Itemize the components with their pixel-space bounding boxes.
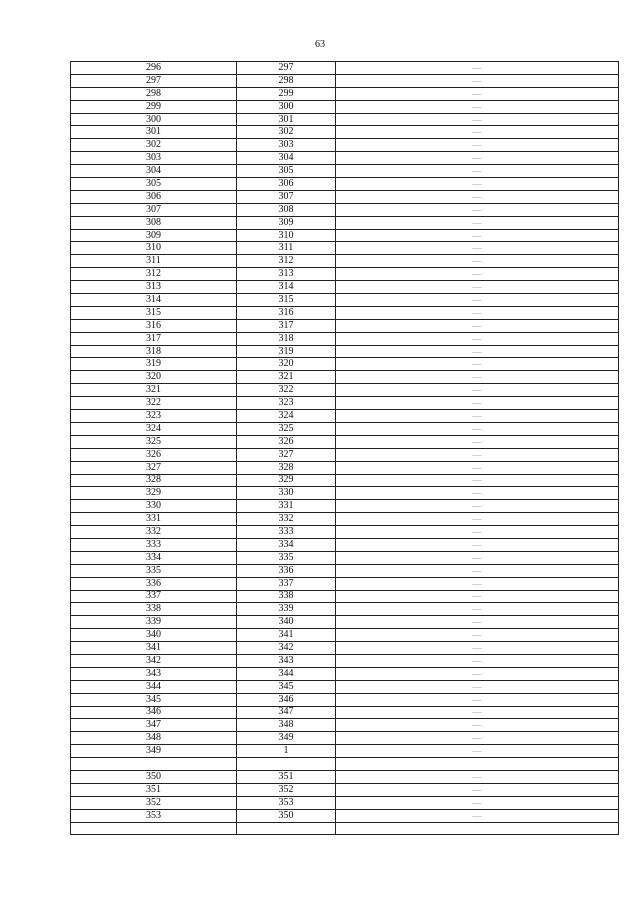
- new-number-cell: 330: [237, 487, 336, 500]
- old-number-cell: 343: [71, 667, 237, 680]
- table-row: [71, 165, 619, 178]
- table-row: [71, 410, 619, 423]
- remark-cell: —: [336, 371, 619, 384]
- remark-cell: —: [336, 384, 619, 397]
- remark-cell: —: [336, 435, 619, 448]
- old-number-cell: 315: [71, 306, 237, 319]
- old-number-cell: 341: [71, 642, 237, 655]
- table-row: [71, 319, 619, 332]
- new-number-cell: 350: [237, 809, 336, 822]
- new-number-cell: 304: [237, 152, 336, 165]
- mapping-table: [70, 61, 619, 835]
- table-row: [71, 500, 619, 513]
- table-row: [71, 126, 619, 139]
- table-row: [71, 603, 619, 616]
- new-number-cell: 338: [237, 590, 336, 603]
- new-number-cell: 315: [237, 294, 336, 307]
- remark-cell: —: [336, 345, 619, 358]
- new-number-cell: 329: [237, 474, 336, 487]
- old-number-cell: 311: [71, 255, 237, 268]
- old-number-cell: 338: [71, 603, 237, 616]
- old-number-cell: 297: [71, 74, 237, 87]
- table-row: [71, 139, 619, 152]
- remark-cell: —: [336, 229, 619, 242]
- old-number-cell: 316: [71, 319, 237, 332]
- new-number-cell: 349: [237, 732, 336, 745]
- old-number-cell: 300: [71, 113, 237, 126]
- remark-cell: —: [336, 770, 619, 783]
- new-number-cell: 333: [237, 526, 336, 539]
- table-row: [71, 190, 619, 203]
- old-number-cell: 305: [71, 178, 237, 191]
- old-number-cell: 344: [71, 680, 237, 693]
- old-number-cell: 348: [71, 732, 237, 745]
- remark-cell: —: [336, 358, 619, 371]
- remark-cell: —: [336, 513, 619, 526]
- remark-cell: —: [336, 62, 619, 75]
- new-number-cell: 342: [237, 642, 336, 655]
- remark-cell: —: [336, 410, 619, 423]
- new-number-cell: [237, 758, 336, 771]
- table-row: [71, 564, 619, 577]
- remark-cell: —: [336, 796, 619, 809]
- old-number-cell: 331: [71, 513, 237, 526]
- table-row: [71, 745, 619, 758]
- old-number-cell: 296: [71, 62, 237, 75]
- table-row: [71, 397, 619, 410]
- remark-cell: —: [336, 783, 619, 796]
- table-row: [71, 203, 619, 216]
- table-row: [71, 577, 619, 590]
- remark-cell: —: [336, 629, 619, 642]
- table-row: [71, 551, 619, 564]
- new-number-cell: 343: [237, 654, 336, 667]
- new-number-cell: 327: [237, 448, 336, 461]
- new-number-cell: 314: [237, 281, 336, 294]
- remark-cell: —: [336, 319, 619, 332]
- new-number-cell: 335: [237, 551, 336, 564]
- new-number-cell: 341: [237, 629, 336, 642]
- old-number-cell: 317: [71, 332, 237, 345]
- remark-cell: —: [336, 74, 619, 87]
- remark-cell: —: [336, 526, 619, 539]
- remark-cell: —: [336, 255, 619, 268]
- remark-cell: —: [336, 397, 619, 410]
- remark-cell: —: [336, 577, 619, 590]
- table-row: [71, 822, 619, 835]
- remark-cell: —: [336, 809, 619, 822]
- new-number-cell: 310: [237, 229, 336, 242]
- table-row: [71, 474, 619, 487]
- table-row: [71, 358, 619, 371]
- remark-cell: —: [336, 268, 619, 281]
- old-number-cell: 346: [71, 706, 237, 719]
- remark-cell: —: [336, 203, 619, 216]
- old-number-cell: 326: [71, 448, 237, 461]
- old-number-cell: 324: [71, 422, 237, 435]
- old-number-cell: 332: [71, 526, 237, 539]
- remark-cell: —: [336, 422, 619, 435]
- old-number-cell: 328: [71, 474, 237, 487]
- remark-cell: —: [336, 87, 619, 100]
- remark-cell: —: [336, 590, 619, 603]
- new-number-cell: 340: [237, 616, 336, 629]
- new-number-cell: 318: [237, 332, 336, 345]
- table-row: [71, 268, 619, 281]
- new-number-cell: 351: [237, 770, 336, 783]
- new-number-cell: 322: [237, 384, 336, 397]
- old-number-cell: 333: [71, 538, 237, 551]
- remark-cell: —: [336, 152, 619, 165]
- remark-cell: —: [336, 139, 619, 152]
- old-number-cell: 342: [71, 654, 237, 667]
- remark-cell: —: [336, 178, 619, 191]
- new-number-cell: 325: [237, 422, 336, 435]
- table-row: [71, 294, 619, 307]
- remark-cell: —: [336, 281, 619, 294]
- old-number-cell: 309: [71, 229, 237, 242]
- table-row: [71, 616, 619, 629]
- new-number-cell: 308: [237, 203, 336, 216]
- page-number: 63: [315, 39, 325, 50]
- table-row: [71, 513, 619, 526]
- old-number-cell: 347: [71, 719, 237, 732]
- new-number-cell: 298: [237, 74, 336, 87]
- table-row: [71, 152, 619, 165]
- old-number-cell: 313: [71, 281, 237, 294]
- new-number-cell: 332: [237, 513, 336, 526]
- table-row: [71, 113, 619, 126]
- new-number-cell: 320: [237, 358, 336, 371]
- table-row: [71, 680, 619, 693]
- new-number-cell: 353: [237, 796, 336, 809]
- new-number-cell: 344: [237, 667, 336, 680]
- old-number-cell: 337: [71, 590, 237, 603]
- old-number-cell: 329: [71, 487, 237, 500]
- table-row: [71, 526, 619, 539]
- table-row: [71, 642, 619, 655]
- remark-cell: —: [336, 448, 619, 461]
- table-row: [71, 667, 619, 680]
- table-row: [71, 62, 619, 75]
- remark-cell: —: [336, 487, 619, 500]
- table-row: [71, 783, 619, 796]
- old-number-cell: [71, 758, 237, 771]
- remark-cell: —: [336, 294, 619, 307]
- new-number-cell: 336: [237, 564, 336, 577]
- remark-cell: —: [336, 538, 619, 551]
- new-number-cell: 328: [237, 461, 336, 474]
- new-number-cell: 337: [237, 577, 336, 590]
- old-number-cell: [71, 822, 237, 835]
- old-number-cell: 320: [71, 371, 237, 384]
- remark-cell: —: [336, 719, 619, 732]
- remark-cell: —: [336, 745, 619, 758]
- table-row: [71, 629, 619, 642]
- new-number-cell: 319: [237, 345, 336, 358]
- remark-cell: —: [336, 564, 619, 577]
- old-number-cell: 303: [71, 152, 237, 165]
- table-row: [71, 345, 619, 358]
- new-number-cell: 321: [237, 371, 336, 384]
- new-number-cell: 309: [237, 216, 336, 229]
- new-number-cell: 302: [237, 126, 336, 139]
- table-row: [71, 706, 619, 719]
- remark-cell: [336, 758, 619, 771]
- remark-cell: —: [336, 461, 619, 474]
- old-number-cell: 302: [71, 139, 237, 152]
- old-number-cell: 327: [71, 461, 237, 474]
- old-number-cell: 310: [71, 242, 237, 255]
- new-number-cell: 303: [237, 139, 336, 152]
- remark-cell: —: [336, 216, 619, 229]
- old-number-cell: 352: [71, 796, 237, 809]
- remark-cell: —: [336, 667, 619, 680]
- table-row: [71, 758, 619, 771]
- table-row: [71, 229, 619, 242]
- remark-cell: —: [336, 165, 619, 178]
- new-number-cell: 306: [237, 178, 336, 191]
- new-number-cell: 323: [237, 397, 336, 410]
- new-number-cell: 316: [237, 306, 336, 319]
- remark-cell: —: [336, 242, 619, 255]
- new-number-cell: 348: [237, 719, 336, 732]
- remark-cell: [336, 822, 619, 835]
- old-number-cell: 334: [71, 551, 237, 564]
- remark-cell: —: [336, 654, 619, 667]
- table-row: [71, 461, 619, 474]
- table-row: [71, 719, 619, 732]
- table-row: [71, 178, 619, 191]
- old-number-cell: 319: [71, 358, 237, 371]
- old-number-cell: 351: [71, 783, 237, 796]
- new-number-cell: [237, 822, 336, 835]
- old-number-cell: 349: [71, 745, 237, 758]
- table-row: [71, 435, 619, 448]
- new-number-cell: 311: [237, 242, 336, 255]
- old-number-cell: 350: [71, 770, 237, 783]
- table-row: [71, 654, 619, 667]
- old-number-cell: 330: [71, 500, 237, 513]
- remark-cell: —: [336, 551, 619, 564]
- old-number-cell: 307: [71, 203, 237, 216]
- table-row: [71, 809, 619, 822]
- new-number-cell: 345: [237, 680, 336, 693]
- old-number-cell: 340: [71, 629, 237, 642]
- old-number-cell: 325: [71, 435, 237, 448]
- new-number-cell: 305: [237, 165, 336, 178]
- old-number-cell: 304: [71, 165, 237, 178]
- old-number-cell: 322: [71, 397, 237, 410]
- new-number-cell: 1: [237, 745, 336, 758]
- table-row: [71, 770, 619, 783]
- table-row: [71, 487, 619, 500]
- remark-cell: —: [336, 706, 619, 719]
- new-number-cell: 346: [237, 693, 336, 706]
- old-number-cell: 339: [71, 616, 237, 629]
- remark-cell: —: [336, 126, 619, 139]
- table-row: [71, 306, 619, 319]
- table-row: [71, 693, 619, 706]
- remark-cell: —: [336, 190, 619, 203]
- old-number-cell: 298: [71, 87, 237, 100]
- table-row: [71, 384, 619, 397]
- new-number-cell: 307: [237, 190, 336, 203]
- remark-cell: —: [336, 693, 619, 706]
- old-number-cell: 299: [71, 100, 237, 113]
- old-number-cell: 353: [71, 809, 237, 822]
- new-number-cell: 334: [237, 538, 336, 551]
- old-number-cell: 336: [71, 577, 237, 590]
- new-number-cell: 347: [237, 706, 336, 719]
- table-row: [71, 448, 619, 461]
- table-row: [71, 216, 619, 229]
- table-row: [71, 74, 619, 87]
- mapping-table-container: [70, 61, 618, 835]
- table-row: [71, 255, 619, 268]
- table-row: [71, 100, 619, 113]
- new-number-cell: 299: [237, 87, 336, 100]
- remark-cell: —: [336, 332, 619, 345]
- new-number-cell: 326: [237, 435, 336, 448]
- remark-cell: —: [336, 100, 619, 113]
- new-number-cell: 312: [237, 255, 336, 268]
- new-number-cell: 352: [237, 783, 336, 796]
- new-number-cell: 317: [237, 319, 336, 332]
- remark-cell: —: [336, 732, 619, 745]
- new-number-cell: 313: [237, 268, 336, 281]
- remark-cell: —: [336, 306, 619, 319]
- remark-cell: —: [336, 500, 619, 513]
- table-body: [71, 62, 619, 835]
- new-number-cell: 300: [237, 100, 336, 113]
- table-row: [71, 590, 619, 603]
- table-row: [71, 422, 619, 435]
- old-number-cell: 323: [71, 410, 237, 423]
- table-row: [71, 281, 619, 294]
- new-number-cell: 339: [237, 603, 336, 616]
- old-number-cell: 345: [71, 693, 237, 706]
- remark-cell: —: [336, 616, 619, 629]
- remark-cell: —: [336, 113, 619, 126]
- old-number-cell: 318: [71, 345, 237, 358]
- remark-cell: —: [336, 642, 619, 655]
- new-number-cell: 331: [237, 500, 336, 513]
- old-number-cell: 306: [71, 190, 237, 203]
- old-number-cell: 308: [71, 216, 237, 229]
- table-row: [71, 332, 619, 345]
- table-row: [71, 732, 619, 745]
- remark-cell: —: [336, 474, 619, 487]
- new-number-cell: 324: [237, 410, 336, 423]
- old-number-cell: 301: [71, 126, 237, 139]
- remark-cell: —: [336, 680, 619, 693]
- table-row: [71, 371, 619, 384]
- new-number-cell: 301: [237, 113, 336, 126]
- table-row: [71, 87, 619, 100]
- new-number-cell: 297: [237, 62, 336, 75]
- table-row: [71, 538, 619, 551]
- old-number-cell: 335: [71, 564, 237, 577]
- old-number-cell: 312: [71, 268, 237, 281]
- remark-cell: —: [336, 603, 619, 616]
- old-number-cell: 314: [71, 294, 237, 307]
- table-row: [71, 796, 619, 809]
- old-number-cell: 321: [71, 384, 237, 397]
- table-row: [71, 242, 619, 255]
